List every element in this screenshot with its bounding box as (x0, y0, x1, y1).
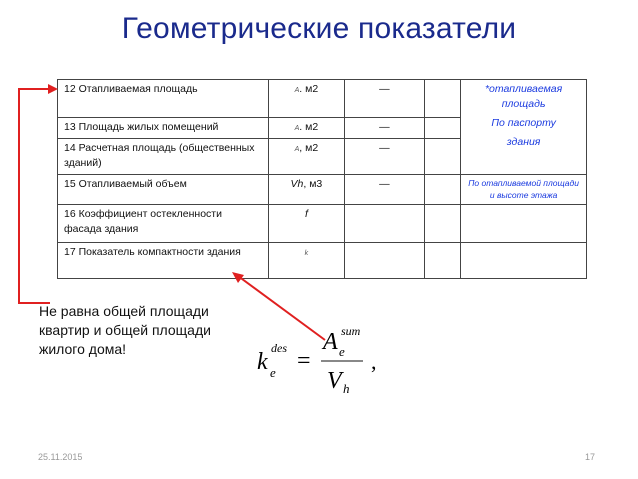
compactness-formula (255, 325, 385, 395)
param-unit: A. м2 (268, 118, 344, 139)
param-name: 14 Расчетная площадь (общественных зданий) (58, 139, 269, 175)
param-name: 13 Площадь жилых помещений (58, 118, 269, 139)
svg-text:sum: sum (341, 325, 361, 338)
param-name: 12 Отапливаемая площадь (58, 80, 269, 118)
svg-text:e: e (270, 365, 276, 380)
svg-text:des: des (271, 341, 287, 355)
formula-lhs: k (257, 349, 268, 375)
param-name: 15 Отапливаемый объем (58, 175, 269, 205)
bracket-arrow (19, 89, 52, 303)
param-unit: Vh, м3 (268, 175, 344, 205)
param-value: — (344, 175, 424, 205)
footer-date: 25.11.2015 (38, 452, 83, 462)
param-unit: k (268, 243, 344, 279)
param-unit: f (268, 205, 344, 243)
formula-numerator: A (323, 329, 338, 355)
param-unit: A. м2 (268, 80, 344, 118)
param-value: — (344, 80, 424, 118)
param-name: 17 Показатель компактности здания (58, 243, 269, 279)
arrowhead (232, 272, 244, 283)
formula-denominator: V (327, 368, 342, 394)
param-name: 16 Коэффициент остекленности фасада здания (58, 205, 269, 243)
param-value: — (344, 118, 424, 139)
param-note: *отапливаемая площадь По паспорту здания (461, 80, 587, 175)
warning-note: Не равна общей площади квартир и общей площади жилого дома! (39, 303, 211, 357)
page-number: 17 (585, 452, 596, 462)
param-value: — (344, 139, 424, 175)
svg-text:e: e (339, 344, 345, 359)
arrowhead (48, 84, 58, 94)
slide-title: Геометрические показатели (121, 12, 517, 45)
svg-text:,: , (371, 349, 377, 374)
svg-text:h: h (343, 381, 350, 395)
param-unit: A, м2 (268, 139, 344, 175)
svg-text:=: = (297, 348, 311, 374)
param-note: По отапливаемой площади и высоте этажа (461, 175, 587, 205)
